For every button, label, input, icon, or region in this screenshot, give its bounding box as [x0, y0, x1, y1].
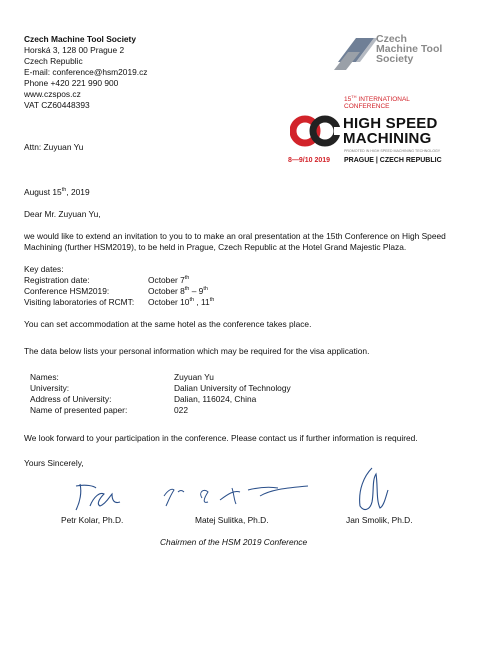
- key-date-label: Registration date:: [24, 275, 90, 285]
- key-date-s1: th: [184, 275, 190, 282]
- letter-date: [24, 187, 90, 198]
- hsm-dates: 8—9/10 2019: [288, 157, 331, 164]
- signatory-sulitka: Matej Sulitka, Ph.D.: [195, 515, 269, 525]
- hsm-location: PRAGUE | CZECH REPUBLIC: [344, 157, 442, 164]
- date-text: August 15: [24, 187, 62, 197]
- date-year: , 2019: [66, 187, 90, 197]
- signature-kolar-icon: [66, 478, 136, 514]
- accommodation-paragraph: You can set accommodation at the same hotel as the conference takes place.: [24, 319, 312, 329]
- hsm-edition-num: 15: [344, 96, 352, 103]
- hsm-edition: [344, 93, 410, 103]
- closing-phrase: Yours Sincerely,: [24, 458, 84, 468]
- sender-name: Czech Machine Tool Society: [24, 34, 136, 44]
- visa-paragraph: The data below lists your personal information which may be required for the visa application.: [24, 346, 370, 356]
- closing-paragraph: We look forward to your participation in the conference. Please contact us if further information is required.: [24, 433, 418, 443]
- info-label: Names:: [30, 372, 59, 382]
- salutation: Dear Mr. Zuyuan Yu,: [24, 209, 101, 219]
- sender-web: www.czspos.cz: [24, 89, 81, 99]
- key-date-value: [148, 286, 208, 297]
- sender-phone: Phone +420 221 990 900: [24, 78, 119, 88]
- key-date-s2: th: [203, 286, 208, 293]
- key-date-v2: , 11: [194, 297, 210, 307]
- society-logo-line1: Czech: [376, 33, 407, 45]
- signature-smolik-icon: [350, 466, 394, 516]
- key-date-v1: October 7: [148, 275, 185, 285]
- info-label: Address of University:: [30, 394, 112, 404]
- hsm-logo: [286, 94, 476, 170]
- society-logo-line3: Society: [376, 53, 414, 65]
- hsm-conference: CONFERENCE: [344, 103, 390, 110]
- key-dates-heading: Key dates:: [24, 264, 64, 274]
- hsm-rings-icon: [290, 114, 342, 148]
- info-value: Dalian University of Technology: [174, 383, 291, 393]
- key-date-v2: – 9: [189, 286, 204, 296]
- info-value: 022: [174, 405, 188, 415]
- key-date-s2: th: [209, 297, 215, 304]
- key-date-v1: October 8: [148, 286, 185, 296]
- info-value: Zuyuan Yu: [174, 372, 214, 382]
- key-date-s1: th: [189, 297, 195, 304]
- key-date-v1: October 10: [148, 297, 190, 307]
- society-logo: [334, 30, 474, 74]
- key-date-label: Visiting laboratories of RCMT:: [24, 297, 135, 307]
- key-date-label: Conference HSM2019:: [24, 286, 110, 296]
- hsm-edition-sup: TH: [351, 93, 357, 99]
- sender-email: E-mail: conference@hsm2019.cz: [24, 67, 148, 77]
- info-label: Name of presented paper:: [30, 405, 128, 415]
- signatory-smolik: Jan Smolik, Ph.D.: [346, 515, 413, 525]
- key-date-s1: th: [184, 286, 190, 293]
- date-sup: th: [61, 187, 67, 194]
- signatory-kolar: Petr Kolar, Ph.D.: [61, 515, 124, 525]
- info-value: Dalian, 116024, China: [174, 394, 257, 404]
- hsm-title-2: MACHINING: [343, 130, 432, 147]
- sender-address: Horská 3, 128 00 Prague 2: [24, 45, 125, 55]
- society-logo-line2: Machine Tool: [376, 43, 443, 55]
- info-label: University:: [30, 383, 70, 393]
- sender-country: Czech Republic: [24, 56, 83, 66]
- sender-vat: VAT CZ60448393: [24, 100, 90, 110]
- society-logo-mark-icon: [334, 32, 378, 72]
- key-date-value: [148, 275, 189, 286]
- hsm-tagline: PROMOTED IN HIGH SPEED MACHINING TECHNOLOGY: [344, 149, 441, 153]
- invitation-paragraph: we would like to extend an invitation to you to to make an oral presentation at the 15th Conference on High Speed Machining (further HSM2019), to be held in Prague, Czech Republic at the Hotel Grand Majestic Plaza.: [24, 231, 446, 252]
- signature-sulitka-icon: [158, 476, 318, 512]
- hsm-title-1: HIGH SPEED: [343, 115, 438, 132]
- key-date-value: [148, 297, 214, 308]
- attn-line: Attn: Zuyuan Yu: [24, 142, 84, 152]
- chairmen-caption: Chairmen of the HSM 2019 Conference: [160, 537, 308, 547]
- hsm-edition-rest: INTERNATIONAL: [356, 96, 410, 103]
